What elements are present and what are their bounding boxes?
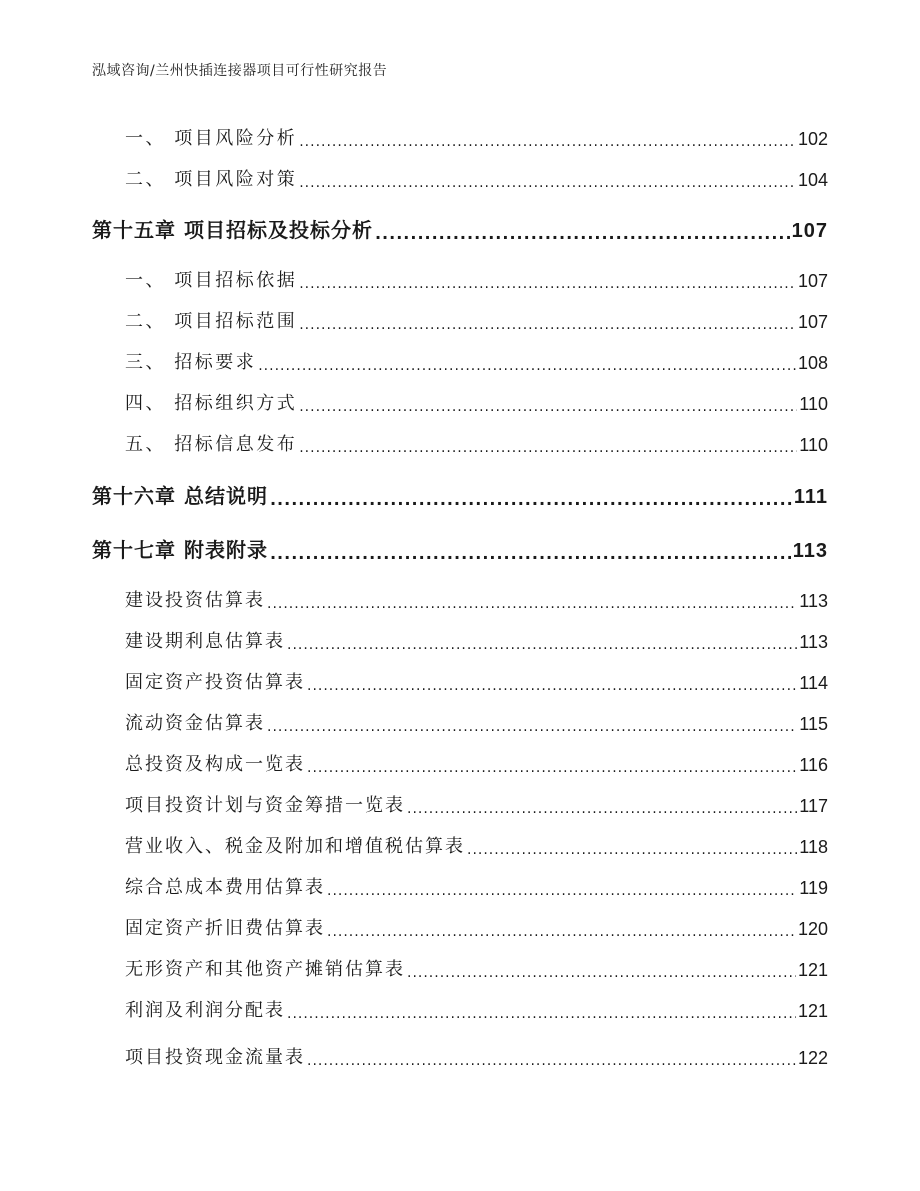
toc-entry-title: 五、 招标信息发布 — [125, 434, 298, 455]
toc-page-number: 108 — [797, 353, 828, 373]
toc-leader-dots — [270, 490, 792, 509]
toc-leader-dots — [307, 677, 797, 694]
toc-leader-dots — [299, 398, 797, 415]
toc-leader-dots — [375, 224, 790, 243]
toc-entry-title: 第十七章 附表附录 — [92, 538, 268, 562]
toc-page-number: 110 — [799, 394, 828, 414]
toc-entry[interactable] — [92, 534, 828, 563]
toc-entry-title: 项目投资现金流量表 — [125, 1047, 305, 1068]
toc-entry-title: 三、 招标要求 — [125, 352, 257, 373]
toc-leader-dots — [287, 1005, 796, 1022]
toc-entry-title: 利润及利润分配表 — [125, 1000, 285, 1021]
toc-page-number: 121 — [797, 1001, 828, 1021]
toc-page-number: 121 — [797, 960, 828, 980]
toc-page-number: 117 — [799, 796, 828, 816]
toc-entry-title: 固定资产投资估算表 — [125, 672, 305, 693]
toc-leader-dots — [299, 275, 796, 292]
toc-page-number: 111 — [793, 486, 828, 508]
page-header: 泓域咨询/兰州快插连接器项目可行性研究报告 — [92, 63, 388, 79]
toc-leader-dots — [267, 718, 797, 735]
toc-page-number: 118 — [799, 837, 828, 857]
toc-leader-dots — [299, 316, 796, 333]
toc-leader-dots — [267, 595, 797, 612]
toc-entry[interactable] — [125, 832, 828, 858]
toc-entry-title: 无形资产和其他资产摊销估算表 — [125, 959, 405, 980]
toc-entry-title: 第十五章 项目招标及投标分析 — [92, 218, 373, 242]
toc-entry[interactable] — [125, 996, 828, 1022]
toc-leader-dots — [407, 964, 796, 981]
toc-entry[interactable] — [125, 307, 828, 333]
toc-entry-title: 营业收入、税金及附加和增值税估算表 — [125, 836, 465, 857]
toc-entry[interactable] — [125, 586, 828, 612]
toc-entry[interactable] — [125, 389, 828, 415]
toc-entry-title: 项目投资计划与资金筹措一览表 — [125, 795, 405, 816]
toc-leader-dots — [270, 544, 791, 563]
toc-entry-title: 二、 项目风险对策 — [125, 169, 298, 190]
toc-entry-title: 二、 项目招标范围 — [125, 311, 298, 332]
toc-entry[interactable] — [92, 480, 828, 509]
toc-entry[interactable] — [125, 266, 828, 292]
toc-entry-title: 流动资金估算表 — [125, 713, 265, 734]
toc-entry[interactable] — [125, 709, 828, 735]
toc-page-number: 116 — [799, 755, 828, 775]
toc-page-number: 104 — [797, 170, 828, 190]
toc-entry[interactable] — [125, 955, 828, 981]
toc-entry[interactable] — [125, 165, 828, 191]
toc-entry-title: 一、 项目风险分析 — [125, 128, 298, 149]
toc-entry[interactable] — [125, 914, 828, 940]
toc-page-number: 113 — [799, 632, 828, 652]
toc-entry-title: 建设期利息估算表 — [125, 631, 285, 652]
toc-entry[interactable] — [125, 348, 828, 374]
toc-leader-dots — [307, 1052, 796, 1069]
toc-page-number: 102 — [797, 129, 828, 149]
toc-entry-title: 固定资产折旧费估算表 — [125, 918, 325, 939]
toc-page-number: 113 — [799, 591, 828, 611]
toc-entry[interactable] — [125, 750, 828, 776]
toc-page-number: 115 — [799, 714, 828, 734]
toc-leader-dots — [307, 759, 797, 776]
toc-page-number: 107 — [797, 312, 828, 332]
toc-entry-title: 总投资及构成一览表 — [125, 754, 305, 775]
toc-leader-dots — [258, 357, 796, 374]
toc-leader-dots — [299, 133, 796, 150]
toc-leader-dots — [407, 800, 797, 817]
toc-entry-title: 综合总成本费用估算表 — [125, 877, 325, 898]
toc-entry[interactable] — [125, 124, 828, 150]
toc-entry[interactable] — [125, 1043, 828, 1069]
toc-page-number: 110 — [799, 435, 828, 455]
toc-page-number: 113 — [792, 540, 828, 562]
toc-entry[interactable] — [125, 627, 828, 653]
toc-leader-dots — [299, 174, 796, 191]
toc-page-number: 119 — [799, 878, 828, 898]
toc-entry[interactable] — [125, 873, 828, 899]
toc-entry-title: 四、 招标组织方式 — [125, 393, 298, 414]
toc-entry-title: 一、 项目招标依据 — [125, 270, 298, 291]
toc-leader-dots — [287, 636, 797, 653]
toc-entry[interactable] — [92, 214, 828, 243]
toc-leader-dots — [327, 882, 797, 899]
toc-leader-dots — [467, 841, 797, 858]
toc-page-number: 114 — [799, 673, 828, 693]
toc-entry[interactable] — [125, 430, 828, 456]
toc-entry-title: 第十六章 总结说明 — [92, 484, 268, 508]
toc-page-number: 120 — [797, 919, 828, 939]
toc-page-number: 122 — [797, 1048, 828, 1068]
toc-leader-dots — [299, 439, 797, 456]
toc-entry-title: 建设投资估算表 — [125, 590, 265, 611]
toc-page-number: 107 — [791, 220, 828, 242]
toc-leader-dots — [327, 923, 796, 940]
toc-entry[interactable] — [125, 668, 828, 694]
toc-page-number: 107 — [797, 271, 828, 291]
toc-entry[interactable] — [125, 791, 828, 817]
